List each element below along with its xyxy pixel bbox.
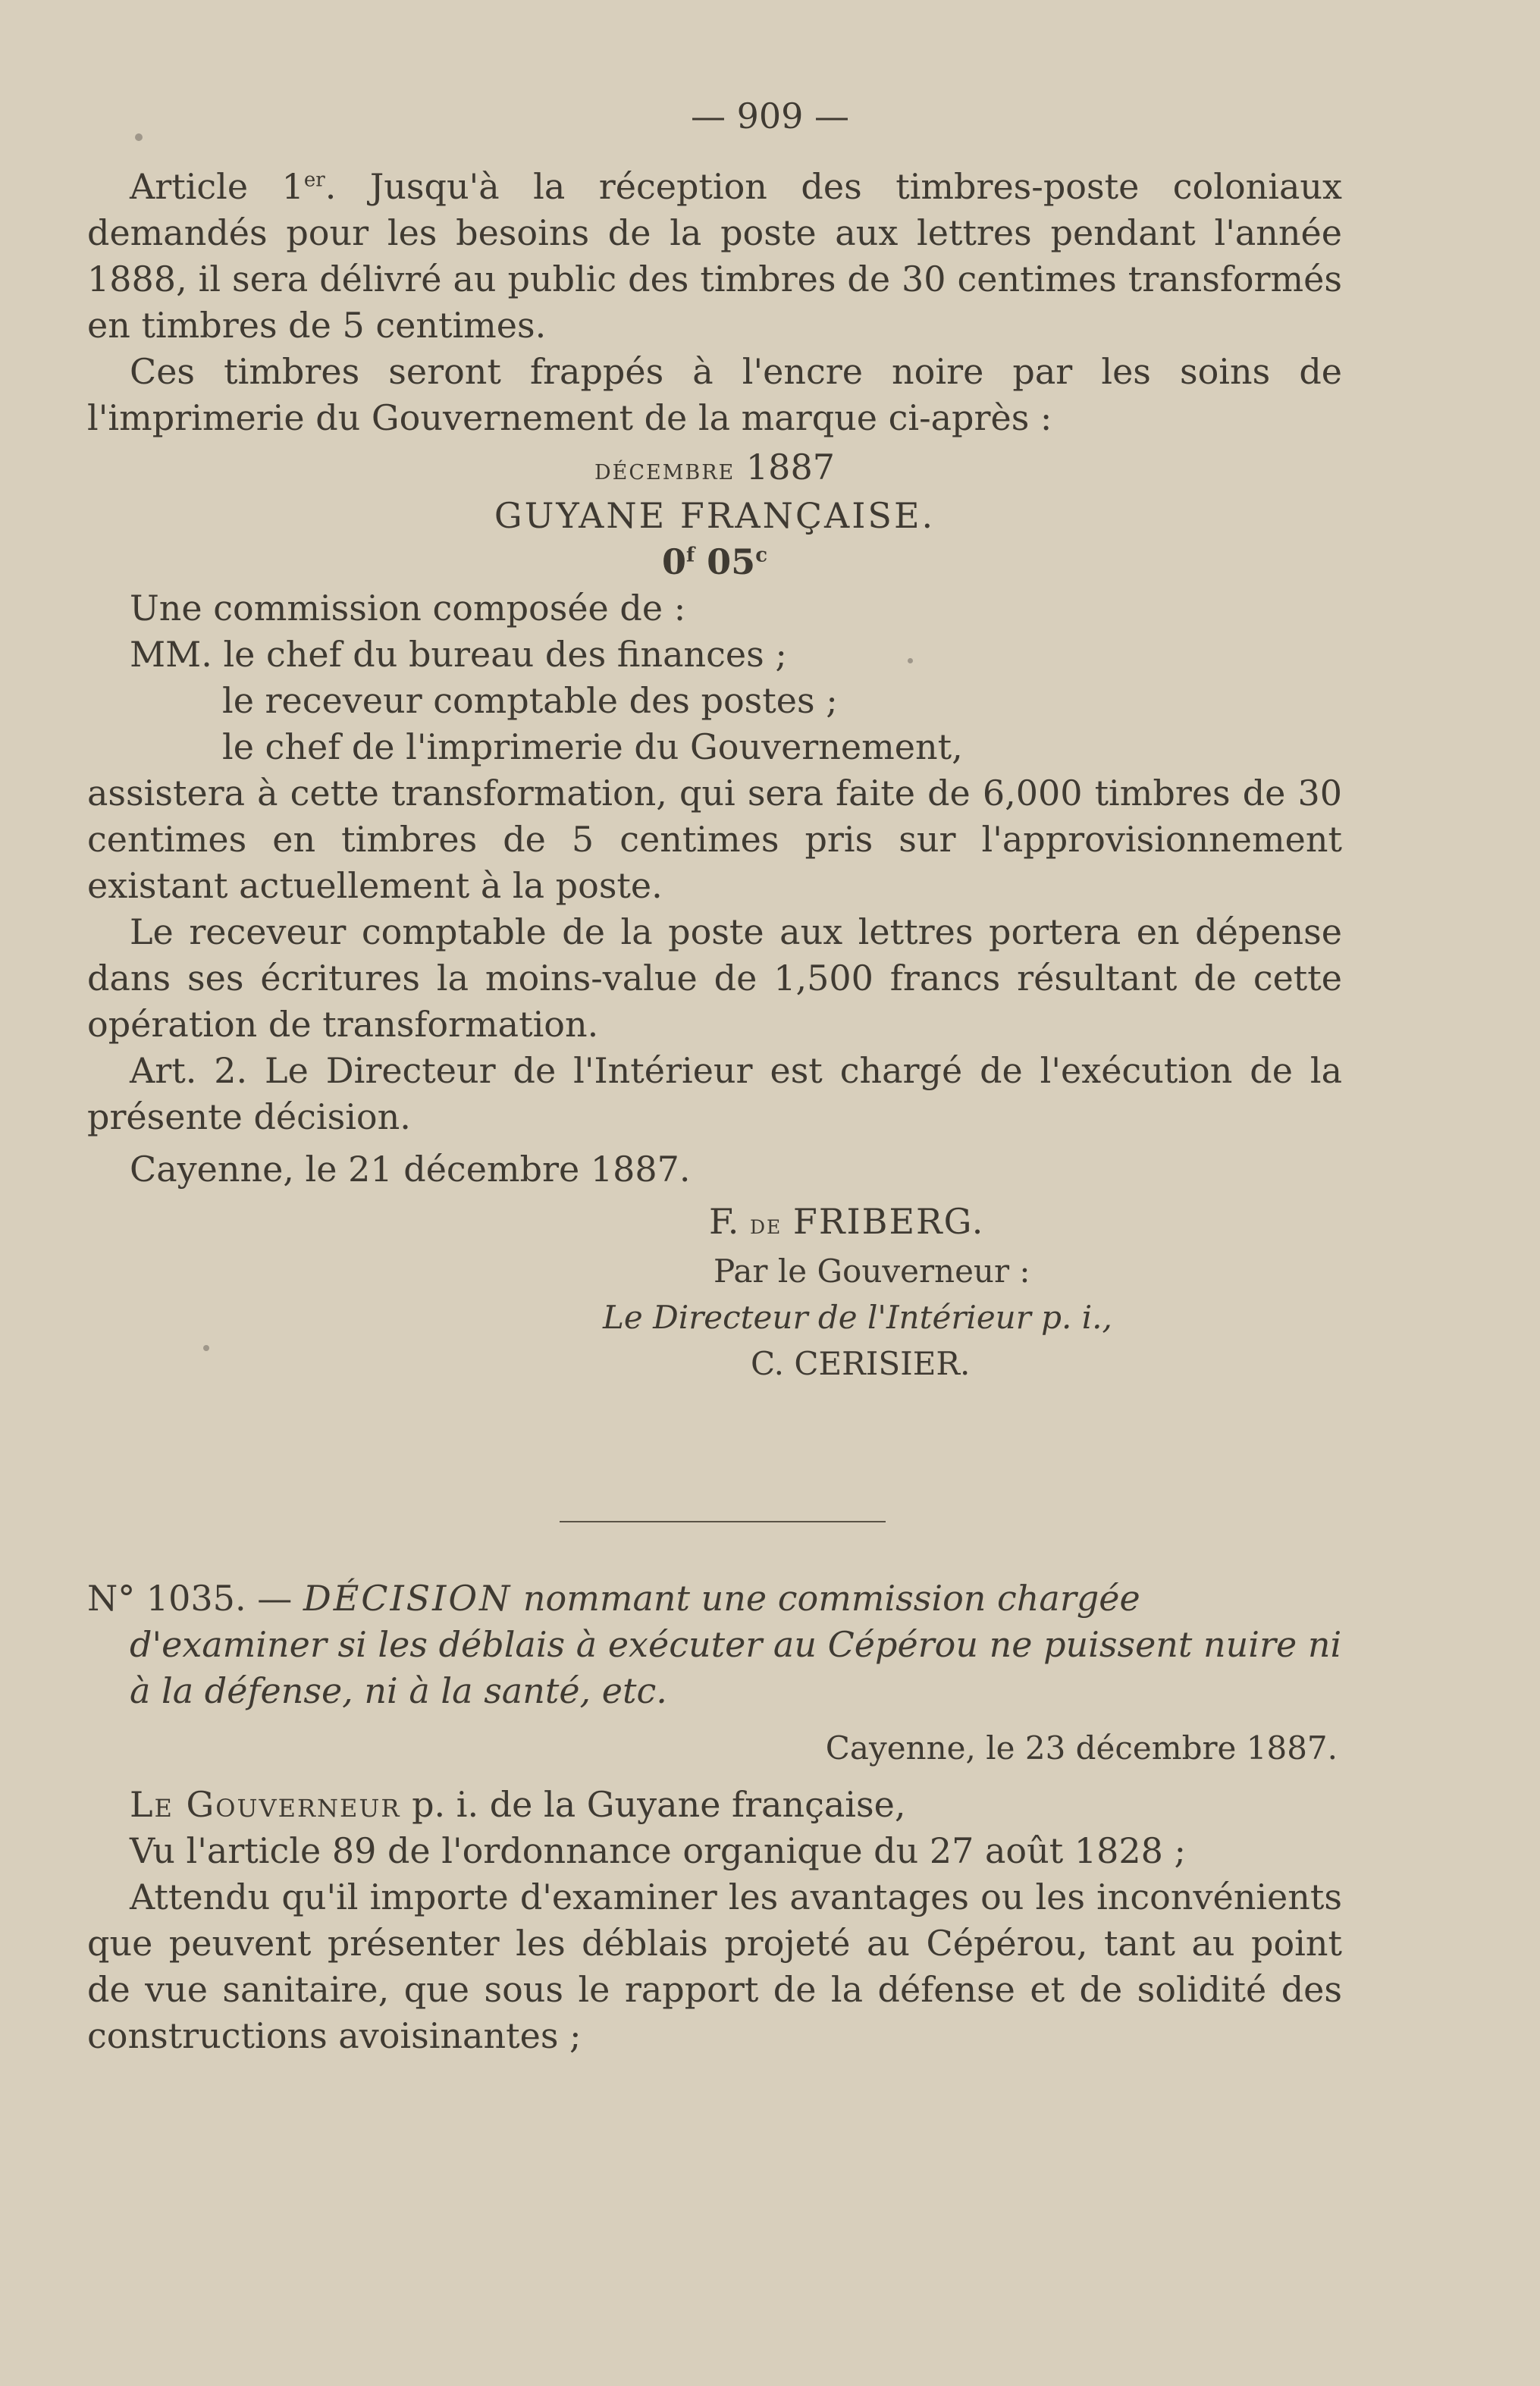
place-date: Cayenne, le 21 décembre 1887. xyxy=(130,1149,691,1190)
directeur-name: C. CERISIER. xyxy=(751,1345,971,1382)
receveur-text: Le receveur comptable de la poste aux lettres portera en dépense dans ses écritures la moins-value de 1,500 francs résultant de cette opération de transformation. xyxy=(87,911,1342,1045)
commission-text: assistera à cette transformation, qui sera faite de 6,000 timbres de 30 centimes en timbres de 5 centimes pris sur l'approvisionnement existant actuellement à la poste. xyxy=(87,773,1342,906)
signer-initial: F. xyxy=(709,1201,739,1242)
stamp-line-date xyxy=(87,444,1342,493)
decision-title: nommant une commission chargée d'examiner si les déblais à exécuter au Cépérou ne puissent nuire ni à la défense, ni à la santé, etc. xyxy=(130,1578,1342,1711)
stamp-value-cents-sup: c xyxy=(755,544,768,567)
decision-number: N° 1035. xyxy=(87,1578,246,1619)
commission-member-2: le receveur comptable des postes ; xyxy=(222,680,838,721)
gouverneur-line xyxy=(87,1782,1342,1828)
stamp-line-value xyxy=(87,539,1342,585)
stamp-value-francs: 0 xyxy=(661,541,686,582)
section-divider xyxy=(560,1521,886,1522)
decision-word: DÉCISION xyxy=(303,1578,513,1619)
decision-1035-heading xyxy=(87,1576,1342,1714)
attendu-line: Attendu qu'il importe d'examiner les avantages ou les inconvénients que peuvent présenter les déblais projeté au Cépérou, tant au point de vue sanitaire, que sous le rapport de la défense et de solidité des constructions avoisinantes ; xyxy=(87,1877,1342,2056)
page-number: — 909 — xyxy=(690,96,850,136)
stamp-value-cents: 05 xyxy=(707,541,756,582)
decision-1034-body xyxy=(87,164,1342,1387)
commission-intro: Une commission composée de : xyxy=(130,588,686,629)
article-1 xyxy=(87,164,1342,349)
stamp-month: décembre xyxy=(594,453,735,486)
stamp-value-francs-sup: f xyxy=(685,544,695,567)
gouverneur-title: Le Gouverneur xyxy=(130,1784,401,1825)
decision-date: Cayenne, le 23 décembre 1887. xyxy=(825,1729,1338,1767)
signature-governor xyxy=(709,1199,1342,1248)
commission-member-1: MM. le chef du bureau des finances ; xyxy=(130,634,787,675)
stamp-intro: Ces timbres seront frappés à l'encre noire par les soins de l'imprimerie du Gouvernement de la marque ci-après : xyxy=(87,351,1342,438)
article-1-text: . Jusqu'à la réception des timbres-poste coloniaux demandés pour les besoins de la poste aux lettres pendant l'année 1888, il sera délivré au public des timbres de 30 centimes transformés en timbres de 5 centimes. xyxy=(87,166,1342,346)
par-le-gouverneur: Par le Gouverneur : xyxy=(714,1253,1030,1290)
article-1-label: Article 1 xyxy=(130,166,304,207)
article-2: Art. 2. Le Directeur de l'Intérieur est chargé de l'exécution de la présente décision. xyxy=(87,1050,1342,1137)
stamp-line-territory: GUYANE FRANÇAISE. xyxy=(494,495,936,536)
stamp-year: 1887 xyxy=(745,447,835,488)
vu-line: Vu l'article 89 de l'ordonnance organique du 27 août 1828 ; xyxy=(130,1830,1187,1871)
decision-1035-body xyxy=(87,1576,1342,2059)
heading-dash: — xyxy=(257,1578,293,1619)
article-1-sup: er xyxy=(303,168,325,192)
signer-name: FRIBERG. xyxy=(792,1201,985,1242)
gouverneur-rest: p. i. de la Guyane française, xyxy=(412,1784,906,1825)
directeur-title: Le Directeur de l'Intérieur p. i., xyxy=(603,1299,1112,1336)
commission-member-3: le chef de l'imprimerie du Gouvernement, xyxy=(222,726,963,767)
signer-particle: de xyxy=(750,1209,783,1240)
